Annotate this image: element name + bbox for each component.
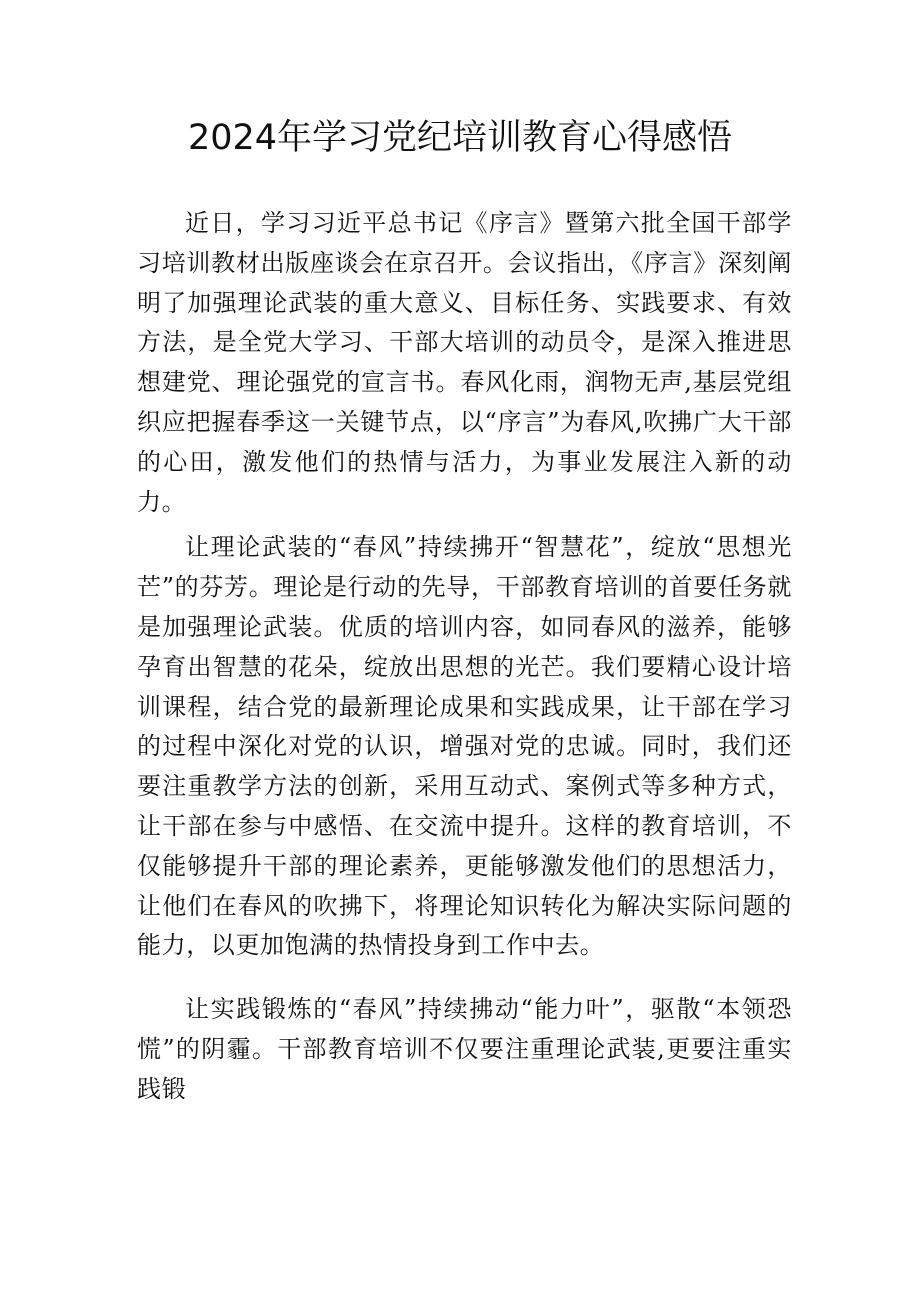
paragraph-intro: 近日，学习习近平总书记《序言》暨第六批全国干部学习培训教材出版座谈会在京召开。会议指出，《序言》深刻阐明了加强理论武装的重大意义、目标任务、实践要求、有效方法，是全党大学习、干部大培训的动员令，是深入推进思想建党、理论强党的宣言书。春风化雨，润物无声,基层党组织应把握春季这一关键节点，以“序言”为春风,吹拂广大干部的心田，激发他们的热情与活力，为事业发展注入新的动力。 bbox=[137, 209, 792, 516]
paragraph-practice: 让实践锻炼的“春风”持续拂动“能力叶”，驱散“本领恐慌”的阴霾。干部教育培训不仅要注重理论武装,更要注重实践锻 bbox=[137, 995, 792, 1103]
paragraph-theory: 让理论武装的“春风”持续拂开“智慧花”，绽放“思想光芒”的芬芳。理论是行动的先导，干部教育培训的首要任务就是加强理论武装。优质的培训内容，如同春风的滋养，能够孕育出智慧的花朵，绽放出思想的光芒。我们要精心设计培训课程，结合党的最新理论成果和实践成果，让干部在学习的过程中深化对党的认识，增强对党的忠诚。同时，我们还要注重教学方法的创新，采用互动式、案例式等多种方式，让干部在参与中感悟、在交流中提升。这样的教育培训，不仅能够提升干部的理论素养，更能够激发他们的思想活力，让他们在春风的吹拂下，将理论知识转化为解决实际问题的能力，以更加饱满的热情投身到工作中去。 bbox=[137, 533, 792, 960]
document-title: 2024年学习党纪培训教育心得感悟 bbox=[187, 118, 733, 158]
document-body bbox=[137, 204, 792, 1110]
